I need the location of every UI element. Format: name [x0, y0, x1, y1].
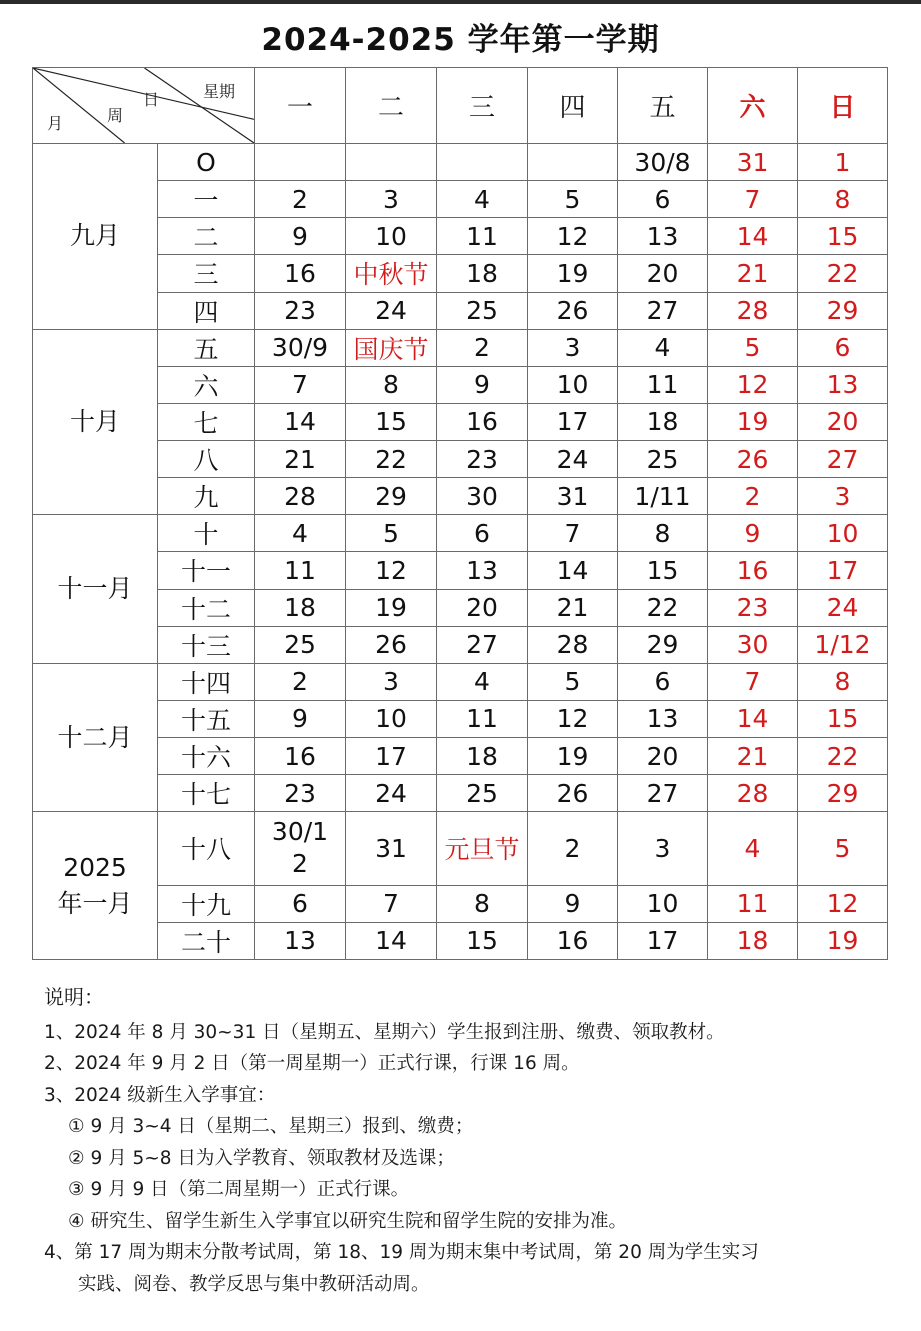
calendar-body: [33, 144, 888, 960]
note-item-3: 3、2024 级新生入学事宜：: [44, 1084, 276, 1106]
week-number: O: [158, 144, 255, 181]
weekend-day-cell: 26: [708, 441, 798, 478]
weekend-day-cell: 21: [708, 738, 798, 775]
week-row: [33, 144, 888, 181]
day-cell: 27: [437, 626, 528, 663]
day-cell: 16: [528, 922, 618, 959]
day-cell: 2: [437, 329, 528, 366]
week-row: [33, 292, 888, 329]
week-row: [33, 922, 888, 959]
week-number: 八: [158, 441, 255, 478]
week-row: [33, 218, 888, 255]
day-cell: 30: [437, 478, 528, 515]
day-cell: 31: [528, 478, 618, 515]
day-cell: 15: [346, 403, 437, 440]
corner-header: [33, 68, 255, 144]
day-cell: 23: [255, 775, 346, 812]
day-cell: 5: [528, 663, 618, 700]
week-row: [33, 589, 888, 626]
day-cell: 19: [346, 589, 437, 626]
weekend-day-cell: 28: [708, 775, 798, 812]
day-cell: 10: [528, 366, 618, 403]
day-cell: 17: [528, 403, 618, 440]
day-cell: 2: [255, 663, 346, 700]
week-row: [33, 441, 888, 478]
day-cell: 26: [528, 292, 618, 329]
weekend-day-cell: 22: [798, 738, 888, 775]
day-cell: 10: [618, 885, 708, 922]
day-cell: 26: [528, 775, 618, 812]
day-cell: 4: [437, 181, 528, 218]
weekend-day-cell: 12: [708, 366, 798, 403]
month-label: 十一月: [33, 515, 158, 664]
day-cell: 14: [255, 403, 346, 440]
weekend-day-cell: 4: [708, 812, 798, 885]
week-row: [33, 478, 888, 515]
week-row: [33, 626, 888, 663]
weekday-header-saturday: 六: [708, 68, 798, 144]
day-cell: 20: [437, 589, 528, 626]
day-cell: 10: [346, 700, 437, 737]
week-number: 十六: [158, 738, 255, 775]
weekend-day-cell: 3: [798, 478, 888, 515]
day-cell: 1/11: [618, 478, 708, 515]
weekend-day-cell: 5: [798, 812, 888, 885]
day-cell: 3: [618, 812, 708, 885]
day-cell: 11: [618, 366, 708, 403]
day-cell: 17: [618, 922, 708, 959]
note-sub-item-2: ② 9 月 5~8 日为入学教育、领取教材及选课；: [68, 1147, 455, 1169]
week-number: 五: [158, 329, 255, 366]
week-number: 六: [158, 366, 255, 403]
week-row: [33, 700, 888, 737]
weekend-day-cell: 15: [798, 218, 888, 255]
day-cell: [346, 144, 437, 181]
holiday-cell: 国庆节: [346, 329, 437, 366]
weekday-header: 四: [528, 68, 618, 144]
day-cell: 19: [528, 738, 618, 775]
day-cell: 16: [255, 738, 346, 775]
day-cell: 14: [528, 552, 618, 589]
day-cell: 29: [618, 626, 708, 663]
day-cell: 13: [618, 218, 708, 255]
day-cell: 4: [437, 663, 528, 700]
day-cell: 31: [346, 812, 437, 885]
day-cell: 22: [346, 441, 437, 478]
day-cell: 25: [255, 626, 346, 663]
day-cell: 18: [255, 589, 346, 626]
day-cell: 13: [255, 922, 346, 959]
day-cell: 29: [346, 478, 437, 515]
weekday-header: 五: [618, 68, 708, 144]
week-row: [33, 329, 888, 366]
day-cell: 11: [255, 552, 346, 589]
day-cell: 28: [528, 626, 618, 663]
weekend-day-cell: 9: [708, 515, 798, 552]
day-cell: 10: [346, 218, 437, 255]
day-cell: [528, 144, 618, 181]
day-cell: 12: [528, 700, 618, 737]
weekend-day-cell: 19: [798, 922, 888, 959]
week-row: [33, 738, 888, 775]
weekend-day-cell: 1/12: [798, 626, 888, 663]
day-cell: 22: [618, 589, 708, 626]
weekend-day-cell: 22: [798, 255, 888, 292]
weekend-day-cell: 30: [708, 626, 798, 663]
weekend-day-cell: 13: [798, 366, 888, 403]
weekday-header: 三: [437, 68, 528, 144]
day-cell: 28: [255, 478, 346, 515]
day-cell: [255, 144, 346, 181]
weekend-day-cell: 14: [708, 218, 798, 255]
day-cell: [437, 144, 528, 181]
day-cell: 19: [528, 255, 618, 292]
day-cell: 9: [437, 366, 528, 403]
week-number: 二: [158, 218, 255, 255]
day-cell: 21: [528, 589, 618, 626]
day-cell: 24: [346, 292, 437, 329]
day-cell: 16: [255, 255, 346, 292]
week-number: 七: [158, 403, 255, 440]
week-number: 十五: [158, 700, 255, 737]
weekend-day-cell: 20: [798, 403, 888, 440]
day-cell: 5: [528, 181, 618, 218]
day-cell: 25: [437, 775, 528, 812]
weekend-day-cell: 28: [708, 292, 798, 329]
weekend-day-cell: 18: [708, 922, 798, 959]
weekend-day-cell: 14: [708, 700, 798, 737]
day-cell: 7: [346, 885, 437, 922]
month-label: 2025 年一月: [33, 812, 158, 960]
week-number: 十九: [158, 885, 255, 922]
day-cell: 27: [618, 292, 708, 329]
day-cell: 11: [437, 218, 528, 255]
note-item-4-continued: 实践、阅卷、教学反思与集中教研活动周。: [78, 1273, 430, 1295]
day-cell: 7: [255, 366, 346, 403]
weekend-day-cell: 16: [708, 552, 798, 589]
day-cell: 8: [618, 515, 708, 552]
day-cell: 6: [618, 181, 708, 218]
month-label: 九月: [33, 144, 158, 330]
note-item-4: 4、第 17 周为期末分散考试周，第 18、19 周为期末集中考试周，第 20 周为学生实习: [44, 1242, 759, 1263]
day-cell: 24: [346, 775, 437, 812]
holiday-cell: 元旦节: [437, 812, 528, 885]
weekend-day-cell: 24: [798, 589, 888, 626]
day-cell: 18: [437, 255, 528, 292]
week-row: [33, 552, 888, 589]
week-number: 四: [158, 292, 255, 329]
day-cell: 9: [255, 218, 346, 255]
day-cell: 3: [528, 329, 618, 366]
week-row: [33, 255, 888, 292]
day-cell: 27: [618, 775, 708, 812]
day-cell: 14: [346, 922, 437, 959]
week-row: [33, 515, 888, 552]
day-cell: 5: [346, 515, 437, 552]
week-row: [33, 885, 888, 922]
day-cell: 8: [346, 366, 437, 403]
day-cell: 26: [346, 626, 437, 663]
day-cell: 15: [618, 552, 708, 589]
note-sub-item-1: ① 9 月 3~4 日（星期二、星期三）报到、缴费；: [68, 1116, 474, 1137]
weekday-header: 一: [255, 68, 346, 144]
week-row: [33, 812, 888, 885]
semester-calendar-table: [32, 67, 888, 960]
week-number: 十七: [158, 775, 255, 812]
month-label: 十月: [33, 329, 158, 515]
weekend-day-cell: 31: [708, 144, 798, 181]
page-title: 2024-2025 学年第一学期: [261, 22, 660, 58]
week-number: 二十: [158, 922, 255, 959]
corner-day-label: 日: [143, 90, 160, 109]
header-row: [33, 68, 888, 144]
day-cell: 24: [528, 441, 618, 478]
day-cell: 13: [618, 700, 708, 737]
weekend-day-cell: 17: [798, 552, 888, 589]
day-cell: 6: [618, 663, 708, 700]
day-cell: 3: [346, 663, 437, 700]
notes-section: [44, 982, 894, 1300]
day-cell: 8: [437, 885, 528, 922]
day-cell: 21: [255, 441, 346, 478]
weekend-day-cell: 19: [708, 403, 798, 440]
day-cell: 9: [255, 700, 346, 737]
week-row: [33, 181, 888, 218]
day-cell: 17: [346, 738, 437, 775]
weekend-day-cell: 23: [708, 589, 798, 626]
week-number: 十八: [158, 812, 255, 885]
day-cell: 30/1 2: [255, 812, 346, 885]
notes-heading: 说明：: [44, 985, 104, 1009]
note-item-2: 2、2024 年 9 月 2 日（第一周星期一）正式行课，行课 16 周。: [44, 1053, 580, 1074]
weekend-day-cell: 8: [798, 181, 888, 218]
week-number: 十二: [158, 589, 255, 626]
day-cell: 6: [255, 885, 346, 922]
day-cell: 2: [528, 812, 618, 885]
weekend-day-cell: 12: [798, 885, 888, 922]
week-number: 三: [158, 255, 255, 292]
weekend-day-cell: 2: [708, 478, 798, 515]
day-cell: 25: [618, 441, 708, 478]
week-row: [33, 366, 888, 403]
day-cell: 7: [528, 515, 618, 552]
weekend-day-cell: 11: [708, 885, 798, 922]
corner-month-label: 月: [47, 114, 64, 133]
week-number: 十三: [158, 626, 255, 663]
day-cell: 6: [437, 515, 528, 552]
day-cell: 30/8: [618, 144, 708, 181]
day-cell: 4: [618, 329, 708, 366]
corner-weekday-label: 星期: [203, 82, 236, 101]
day-cell: 4: [255, 515, 346, 552]
day-cell: 18: [437, 738, 528, 775]
day-cell: 9: [528, 885, 618, 922]
week-number: 十四: [158, 663, 255, 700]
day-cell: 20: [618, 738, 708, 775]
weekend-day-cell: 7: [708, 181, 798, 218]
weekend-day-cell: 21: [708, 255, 798, 292]
holiday-cell: 中秋节: [346, 255, 437, 292]
day-cell: 15: [437, 922, 528, 959]
weekend-day-cell: 8: [798, 663, 888, 700]
day-cell: 12: [346, 552, 437, 589]
day-cell: 25: [437, 292, 528, 329]
note-sub-item-4: ④ 研究生、留学生新生入学事宜以研究生院和留学生院的安排为准。: [68, 1210, 627, 1232]
week-number: 十一: [158, 552, 255, 589]
day-cell: 3: [346, 181, 437, 218]
day-cell: 13: [437, 552, 528, 589]
weekend-day-cell: 7: [708, 663, 798, 700]
day-cell: 11: [437, 700, 528, 737]
day-cell: 20: [618, 255, 708, 292]
month-label: 十二月: [33, 663, 158, 812]
top-border: [0, 0, 921, 4]
week-number: 十: [158, 515, 255, 552]
week-row: [33, 403, 888, 440]
weekday-header: 二: [346, 68, 437, 144]
weekend-day-cell: 29: [798, 292, 888, 329]
day-cell: 2: [255, 181, 346, 218]
weekend-day-cell: 10: [798, 515, 888, 552]
note-sub-item-3: ③ 9 月 9 日（第二周星期一）正式行课。: [68, 1179, 410, 1200]
weekend-day-cell: 29: [798, 775, 888, 812]
day-cell: 12: [528, 218, 618, 255]
day-cell: 30/9: [255, 329, 346, 366]
corner-week-label: 周: [107, 106, 124, 125]
weekend-day-cell: 6: [798, 329, 888, 366]
weekend-day-cell: 5: [708, 329, 798, 366]
day-cell: 23: [437, 441, 528, 478]
week-number: 一: [158, 181, 255, 218]
weekend-day-cell: 1: [798, 144, 888, 181]
week-row: [33, 775, 888, 812]
day-cell: 23: [255, 292, 346, 329]
week-number: 九: [158, 478, 255, 515]
day-cell: 16: [437, 403, 528, 440]
weekend-day-cell: 27: [798, 441, 888, 478]
weekday-header-sunday: 日: [798, 68, 888, 144]
note-item-1: 1、2024 年 8 月 30~31 日（星期五、星期六）学生报到注册、缴费、领取教材。: [44, 1021, 725, 1043]
day-cell: 18: [618, 403, 708, 440]
week-row: [33, 663, 888, 700]
weekend-day-cell: 15: [798, 700, 888, 737]
